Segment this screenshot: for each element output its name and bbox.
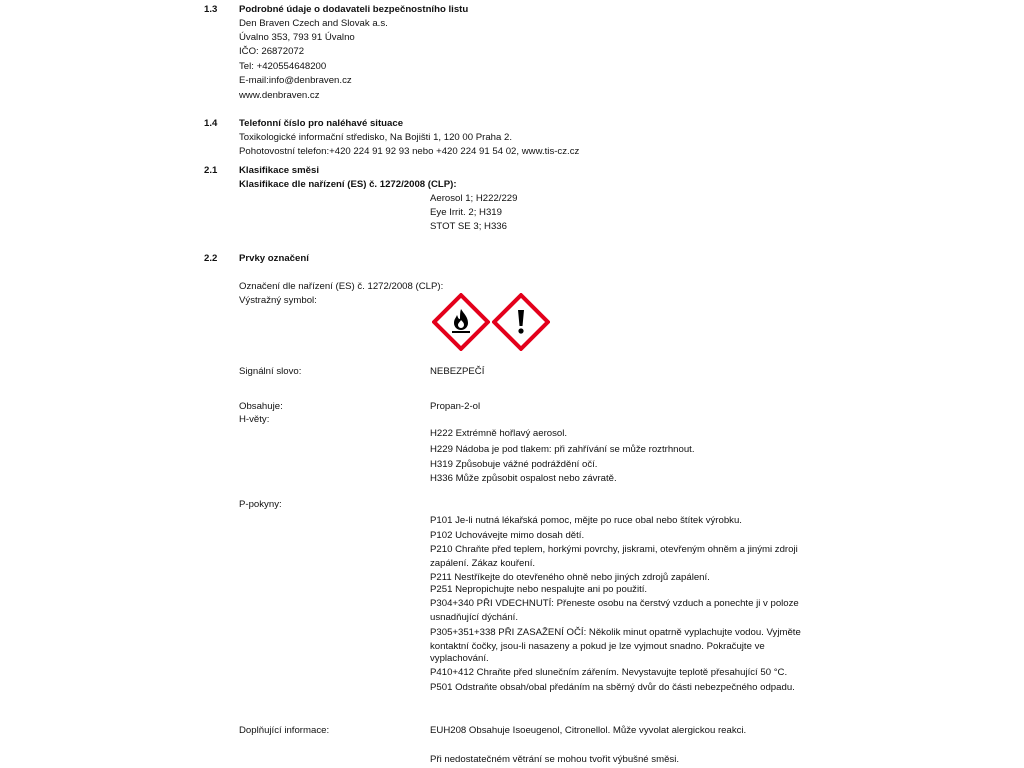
symbol-label: Výstražný symbol: bbox=[239, 295, 317, 306]
supplier-line: IČO: 26872072 bbox=[239, 46, 305, 57]
p-statement: P210 Chraňte před teplem, horkými povrchy, jiskrami, otevřeným ohněm a jinými zdroji bbox=[430, 544, 798, 555]
p-statement: zapálení. Zákaz kouření. bbox=[430, 558, 536, 569]
p-statement: usnadňující dýchání. bbox=[430, 612, 519, 623]
labeling-text: Označení dle nařízení (ES) č. 1272/2008 (CLP): bbox=[239, 281, 444, 292]
h-label: H-věty: bbox=[239, 414, 270, 425]
emergency-line: Pohotovostní telefon:+420 224 91 92 93 nebo +420 224 91 54 02, www.tis-cz.cz bbox=[239, 146, 580, 157]
h-statement: H319 Způsobuje vážné podráždění očí. bbox=[430, 459, 598, 470]
p-label: P-pokyny: bbox=[239, 499, 282, 510]
section-number: 1.4 bbox=[204, 118, 218, 129]
section-number: 2.2 bbox=[204, 253, 218, 264]
p-statement: P304+340 PŘI VDECHNUTÍ: Přeneste osobu na čerstvý vzduch a ponechte ji v poloze bbox=[430, 598, 799, 609]
exclamation-pictogram-icon bbox=[492, 293, 550, 351]
p-statement: P102 Uchovávejte mimo dosah dětí. bbox=[430, 530, 585, 541]
p-statement: P251 Nepropichujte nebo nespalujte ani po použití. bbox=[430, 584, 648, 595]
p-statement: P305+351+338 PŘI ZASAŽENÍ OČÍ: Několik minut opatrně vyplachujte vodou. Vyjměte bbox=[430, 627, 801, 638]
extra-line: Při nedostatečném větrání se mohou tvořit výbušné směsi. bbox=[430, 754, 680, 765]
section-number: 1.3 bbox=[204, 4, 218, 15]
p-statement: vyplachování. bbox=[430, 653, 489, 664]
p-statement: P410+412 Chraňte před slunečním zářením. Nevystavujte teplotě přesahující 50 °C. bbox=[430, 667, 788, 678]
h-statement: H222 Extrémně hořlavý aerosol. bbox=[430, 428, 568, 439]
supplier-line: Den Braven Czech and Slovak a.s. bbox=[239, 18, 388, 29]
supplier-line: Úvalno 353, 793 91 Úvalno bbox=[239, 32, 355, 43]
signal-value: NEBEZPEČÍ bbox=[430, 366, 485, 377]
section-title: Podrobné údaje o dodavateli bezpečnostního listu bbox=[239, 4, 469, 15]
extra-line: EUH208 Obsahuje Isoeugenol, Citronellol. Může vyvolat alergickou reakci. bbox=[430, 725, 747, 736]
section-title: Prvky označení bbox=[239, 253, 309, 264]
section-subtitle: Klasifikace dle nařízení (ES) č. 1272/2008 (CLP): bbox=[239, 179, 457, 190]
h-statement: H336 Může způsobit ospalost nebo závratě. bbox=[430, 473, 617, 484]
h-statement: H229 Nádoba je pod tlakem: při zahřívání se může roztrhnout. bbox=[430, 444, 695, 455]
section-number: 2.1 bbox=[204, 165, 218, 176]
contains-value: Propan-2-ol bbox=[430, 401, 481, 412]
classification-line: STOT SE 3; H336 bbox=[430, 221, 507, 232]
p-statement: P501 Odstraňte obsah/obal předáním na sběrný dvůr do části nebezpečného odpadu. bbox=[430, 682, 795, 693]
supplier-line: Tel: +420554648200 bbox=[239, 61, 327, 72]
section-title: Klasifikace směsi bbox=[239, 165, 320, 176]
classification-line: Eye Irrit. 2; H319 bbox=[430, 207, 502, 218]
extra-label: Doplňující informace: bbox=[239, 725, 330, 736]
supplier-line: www.denbraven.cz bbox=[239, 90, 320, 101]
flame-pictogram-icon bbox=[432, 293, 490, 351]
supplier-line: E-mail:info@denbraven.cz bbox=[239, 75, 352, 86]
emergency-line: Toxikologické informační středisko, Na Bojišti 1, 120 00 Praha 2. bbox=[239, 132, 513, 143]
classification-line: Aerosol 1; H222/229 bbox=[430, 193, 518, 204]
p-statement: kontaktní čočky, jsou-li nasazeny a pokud je lze vyjmout snadno. Pokračujte ve bbox=[430, 641, 765, 652]
p-statement: P101 Je-li nutná lékařská pomoc, mějte po ruce obal nebo štítek výrobku. bbox=[430, 515, 742, 526]
p-statement: P211 Nestříkejte do otevřeného ohně nebo jiných zdrojů zapálení. bbox=[430, 572, 710, 583]
contains-label: Obsahuje: bbox=[239, 401, 283, 412]
section-title: Telefonní číslo pro naléhavé situace bbox=[239, 118, 404, 129]
signal-label: Signální slovo: bbox=[239, 366, 302, 377]
